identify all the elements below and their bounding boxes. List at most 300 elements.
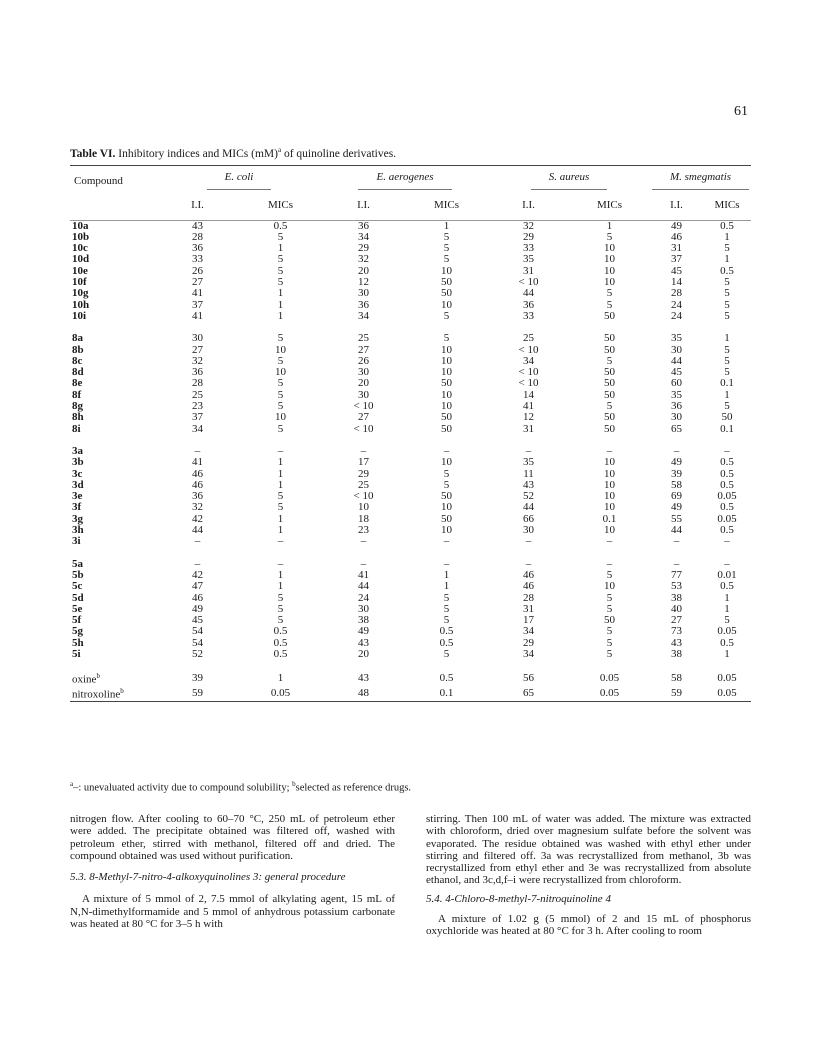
table-cell: – (277, 535, 284, 548)
table-cell: 69 (671, 490, 683, 503)
table-row (70, 446, 751, 457)
table-cell: 0.1 (720, 422, 734, 435)
table-cell: 5 (277, 332, 284, 345)
table-cell: 44 (358, 580, 369, 593)
table-cell: 36 (523, 298, 534, 311)
table-cell: 65 (523, 687, 534, 700)
table-cell: 0.5 (273, 636, 288, 649)
table-cell: 43 (358, 672, 369, 685)
table-cell: 46 (523, 580, 534, 593)
compound-name: 8b (72, 343, 84, 356)
organism-header: M. smegmatis (650, 166, 751, 195)
table-row (70, 220, 751, 232)
table-cell: 1 (724, 253, 730, 266)
table-cell: 0.5 (720, 456, 734, 469)
table-cell: 1 (277, 672, 284, 685)
caption-text: Inhibitory indices and MICs (mM) (115, 147, 278, 160)
table-cell: 58 (671, 478, 683, 491)
table-cell: 43 (671, 636, 683, 649)
table-cell: 36 (192, 242, 203, 255)
measure-header: MICs (714, 199, 740, 212)
table-cell: – (194, 535, 201, 548)
table-cell: 41 (523, 400, 534, 413)
compound-name: 5f (72, 614, 82, 627)
table-cell: 0.5 (273, 647, 288, 660)
table-cell: 5 (724, 276, 730, 289)
paragraph: nitrogen flow. After cooling to 60–70 °C, 250 mL of petroleum ether were added. The precipitate obtained was filtered off, washed with petroleum ether, stirred with methanol, filtered off and dried. The compound obtained was used without purification. (70, 813, 395, 862)
table-cell: 53 (671, 580, 683, 593)
table-cell: < 10 (353, 400, 374, 413)
table-cell: 37 (192, 411, 203, 424)
table-cell: 1 (724, 230, 730, 243)
table-cell: 29 (523, 636, 534, 649)
table-cell: 33 (523, 242, 534, 255)
table-cell: 5 (724, 287, 730, 300)
table-cell: 5 (606, 298, 613, 311)
table-row (70, 311, 751, 322)
table-cell: 1 (277, 524, 284, 537)
table-cell: 27 (192, 276, 203, 289)
table-cell: < 10 (518, 377, 539, 390)
compound-name: 3g (72, 512, 83, 525)
table-row (70, 412, 751, 423)
table-cell: 10 (441, 343, 452, 356)
table-cell: 5 (277, 591, 284, 604)
table-cell: 50 (441, 377, 452, 390)
table-row (70, 243, 751, 254)
table-cell: 10 (604, 478, 615, 491)
table-cell: 27 (671, 614, 683, 627)
compound-name: 8a (72, 332, 83, 345)
table-cell: 1 (277, 478, 284, 491)
table-row (70, 514, 751, 525)
table-cell: 52 (192, 647, 203, 660)
table-cell: 28 (192, 377, 203, 390)
table-cell: 34 (523, 354, 534, 367)
compound-name: 10b (72, 230, 90, 243)
compound-name: nitroxoline$^b$ (72, 687, 124, 701)
table-row (70, 502, 751, 513)
table-row (70, 671, 751, 686)
table-cell: 5 (724, 614, 730, 627)
table-cell: 29 (358, 467, 369, 480)
table-cell: 52 (523, 490, 534, 503)
table-cell: 5 (443, 591, 450, 604)
measure-header: MICs (433, 199, 460, 212)
table-cell: 46 (671, 230, 683, 243)
compound-name: 10c (72, 242, 88, 255)
table-cell: 66 (523, 512, 534, 525)
table-cell: 5 (277, 501, 284, 514)
table-cell: 0.05 (717, 672, 737, 685)
table-cell: 5 (724, 298, 730, 311)
table-cell: 25 (523, 332, 534, 345)
table-row (70, 356, 751, 367)
table-cell: 46 (192, 591, 203, 604)
measure-header-row (70, 194, 751, 220)
table-cell: 34 (358, 309, 369, 322)
table-cell: – (360, 535, 367, 548)
table-cell: 30 (523, 524, 534, 537)
table-cell: 34 (523, 625, 534, 638)
table-row (70, 254, 751, 265)
table-cell: 35 (523, 253, 534, 266)
organism-header: S. aureus (488, 166, 650, 195)
table-cell: 54 (192, 625, 203, 638)
table-cell: 10 (604, 524, 615, 537)
table-cell: – (194, 557, 201, 570)
table-cell: 35 (671, 332, 683, 345)
group-spacer (70, 322, 751, 333)
table-cell: 31 (523, 264, 534, 277)
table-cell: < 10 (518, 276, 539, 289)
table-row (70, 559, 751, 570)
compound-name: 3f (72, 501, 82, 514)
table-cell: 5 (277, 354, 284, 367)
table-cell: 49 (671, 456, 683, 469)
table-row (70, 345, 751, 356)
table-cell: 77 (671, 568, 683, 581)
compound-name: 10i (72, 309, 87, 322)
table-cell: 26 (192, 264, 203, 277)
table-cell: 10 (275, 411, 286, 424)
table-cell: 5 (724, 309, 730, 322)
table-row (70, 593, 751, 604)
table-cell: 27 (192, 343, 203, 356)
table-row (70, 390, 751, 401)
section-heading: 5.4. 4-Chloro-8-methyl-7-nitroquinoline 4 (426, 892, 611, 905)
table-cell: 5 (277, 602, 284, 615)
table-cell: 54 (192, 636, 203, 649)
table-cell: 35 (523, 456, 534, 469)
table-cell: 5 (606, 636, 613, 649)
table-cell: 30 (671, 343, 683, 356)
table-row (70, 288, 751, 299)
table-label: Table VI. (70, 147, 116, 160)
table-cell: 0.5 (720, 467, 734, 480)
table-cell: 34 (523, 647, 534, 660)
compound-name: 5i (72, 647, 81, 660)
table-cell: 0.5 (720, 636, 734, 649)
table-cell: 60 (671, 377, 683, 390)
table-cell: 35 (671, 388, 683, 401)
table-cell: 10 (441, 298, 452, 311)
paragraph: A mixture of 5 mmol of 2, 7.5 mmol of alkylating agent, 15 mL of N,N-dimethylformamide and 5 mmol of anhydrous potassium carbonate was heated at 80 °C for 3–5 h with (70, 893, 395, 931)
table-cell: 50 (441, 490, 452, 503)
table-cell: 50 (721, 411, 733, 424)
table-cell: 5 (606, 602, 613, 615)
body-column-left (70, 813, 395, 930)
table-cell: – (673, 557, 680, 570)
table-cell: – (360, 444, 367, 457)
table-cell: 42 (192, 568, 203, 581)
compound-name: 8d (72, 366, 84, 379)
table-row (70, 536, 751, 547)
table-cell: 1 (724, 332, 730, 345)
table-cell: 34 (358, 230, 369, 243)
table-row (70, 686, 751, 701)
table-cell: 5 (724, 242, 730, 255)
table-cell: 5 (443, 332, 450, 345)
table-cell: 36 (671, 400, 683, 413)
table-cell: 50 (604, 411, 615, 424)
table-row (70, 469, 751, 480)
compound-name: 5b (72, 568, 84, 581)
table-cell: 12 (523, 411, 534, 424)
table-cell: 49 (358, 625, 369, 638)
table-cell: 14 (671, 276, 683, 289)
footnote-marker-b: b (292, 780, 296, 788)
compound-name: 10e (72, 264, 88, 277)
caption-footnote-marker: a (277, 146, 282, 154)
table-cell: 0.5 (720, 264, 734, 277)
table-cell: 10 (275, 343, 286, 356)
measure-header: I.I. (357, 199, 370, 212)
body-column-right (426, 813, 751, 938)
table-cell: 41 (358, 568, 369, 581)
table-cell: < 10 (353, 490, 374, 503)
table-cell: 25 (358, 332, 369, 345)
table-cell: – (525, 557, 532, 570)
compound-name: 10a (72, 219, 89, 232)
table-cell: 55 (671, 512, 683, 525)
table-cell: 56 (523, 672, 534, 685)
table-cell: < 10 (518, 343, 539, 356)
caption-text-end: of quinoline derivatives. (281, 147, 397, 160)
table-cell: 42 (192, 512, 203, 525)
table-cell: 23 (192, 400, 203, 413)
table-cell: – (724, 444, 730, 457)
measure-header: I.I. (191, 199, 204, 212)
table-cell: 44 (671, 524, 683, 537)
table-cell: 5 (443, 614, 450, 627)
table-cell: 28 (192, 230, 203, 243)
table-cell: 28 (671, 287, 683, 300)
table-cell: 23 (358, 524, 369, 537)
footnote-marker-a: a (70, 780, 74, 788)
table-cell: 5 (277, 490, 284, 503)
table-cell: 0.05 (717, 687, 737, 700)
table-cell: 0.5 (439, 625, 454, 638)
table-cell: 30 (358, 602, 369, 615)
table-cell: 5 (724, 354, 730, 367)
table-cell: 31 (523, 422, 534, 435)
table-cell: 0.5 (720, 580, 734, 593)
table-cell: 12 (358, 276, 369, 289)
table-cell: 1 (443, 219, 450, 232)
compound-name: 10g (72, 287, 89, 300)
table-cell: 0.05 (599, 687, 620, 700)
table-cell: 59 (192, 687, 203, 700)
table-cell: 0.05 (717, 512, 737, 525)
table-cell: 41 (192, 309, 203, 322)
compound-name: 8g (72, 400, 83, 413)
table-cell: 29 (358, 242, 369, 255)
table-cell: 29 (523, 230, 534, 243)
table-cell: 1 (277, 580, 284, 593)
table-cell: 50 (604, 309, 615, 322)
compound-name: 5c (72, 580, 83, 593)
compound-name: 10h (72, 298, 90, 311)
table-cell: 5 (606, 354, 613, 367)
table-cell: 17 (358, 456, 369, 469)
table-cell: 10 (441, 524, 452, 537)
table-cell: 10 (604, 580, 615, 593)
table-cell: 1 (724, 591, 730, 604)
table-cell: 33 (523, 309, 534, 322)
table-cell: 43 (358, 636, 369, 649)
paragraph: stirring. Then 100 mL of water was added. The mixture was extracted with chloroform, dried over magnesium sulfate before the solvent was evaporated. The residue obtained was washed with ethyl ether under stirring and filtered off. 3a was recrystallized from methanol, 3b was recrystallized from ethyl ether and 3e was recrystallized from absolute ethanol, and 3c,d,f–i were recrystallized from chloroform. (426, 813, 751, 887)
table-cell: 43 (523, 478, 534, 491)
table-cell: 0.05 (717, 625, 737, 638)
table-cell: 5 (443, 647, 450, 660)
table-row (70, 232, 751, 243)
table-cell: 5 (724, 366, 730, 379)
table-cell: 10 (604, 253, 615, 266)
table-cell: 50 (604, 366, 615, 379)
table-cell: 25 (192, 388, 203, 401)
table-cell: 10 (604, 456, 615, 469)
table-row (70, 491, 751, 502)
table-cell: 59 (671, 687, 683, 700)
table-cell: 1 (277, 287, 284, 300)
compound-name: 5a (72, 557, 83, 570)
table-cell: 25 (358, 478, 369, 491)
table-cell: 10 (604, 490, 615, 503)
table-cell: 10 (604, 276, 615, 289)
table-cell: 5 (277, 400, 284, 413)
table-cell: 10 (358, 501, 369, 514)
table-cell: 46 (192, 467, 203, 480)
table-cell: 1 (277, 568, 284, 581)
table-cell: 50 (604, 343, 615, 356)
measure-header: MICs (267, 199, 294, 212)
table-row (70, 300, 751, 311)
table-cell: 1 (724, 602, 730, 615)
table-cell: 5 (606, 647, 613, 660)
table-cell: 10 (441, 388, 452, 401)
table-cell: 28 (523, 591, 534, 604)
table-cell: – (277, 444, 284, 457)
table-cell: 31 (523, 602, 534, 615)
table-cell: 5 (606, 287, 613, 300)
table-cell: 50 (441, 287, 452, 300)
table-cell: 10 (441, 264, 452, 277)
table-cell: 0.5 (720, 478, 734, 491)
table-cell: 47 (192, 580, 203, 593)
table-cell: 10 (604, 264, 615, 277)
table-cell: 5 (724, 400, 730, 413)
table-row (70, 649, 751, 660)
table-cell: 5 (277, 253, 284, 266)
table-cell: 46 (192, 478, 203, 491)
measure-header: I.I. (670, 199, 683, 212)
table-cell: 32 (523, 219, 534, 232)
compound-name: 8h (72, 411, 84, 424)
measure-header: I.I. (522, 199, 535, 212)
table-cell: 0.1 (602, 512, 617, 525)
table-cell: 10 (441, 400, 452, 413)
table-cell: 0.05 (599, 672, 620, 685)
table-cell: 5 (443, 309, 450, 322)
table-cell: – (673, 535, 680, 548)
table-cell: 5 (277, 377, 284, 390)
table-cell: 36 (192, 366, 203, 379)
table-cell: 0.5 (720, 219, 734, 232)
table-row (70, 604, 751, 615)
table-cell: 0.1 (439, 687, 454, 700)
compound-name: 8f (72, 388, 82, 401)
table-cell: 1 (724, 647, 730, 660)
table-cell: 0.5 (720, 501, 734, 514)
table-cell: 10 (441, 366, 452, 379)
table-cell: 0.1 (720, 377, 734, 390)
table-row (70, 457, 751, 468)
table-row (70, 525, 751, 536)
table-cell: 37 (671, 253, 683, 266)
compound-name: 3b (72, 456, 84, 469)
table-cell: – (194, 444, 201, 457)
table-row (70, 581, 751, 592)
table-cell: 5 (277, 422, 284, 435)
table-cell: 5 (443, 230, 450, 243)
paragraph: A mixture of 1.02 g (5 mmol) of 2 and 15 mL of phosphorus oxychloride was heated at 80 °C for 3 h. After cooling to room (426, 913, 751, 938)
table-cell: 18 (358, 512, 369, 525)
footnote-text-b: selected as reference drugs. (295, 782, 412, 794)
table-row (70, 424, 751, 435)
table-cell: 65 (671, 422, 683, 435)
table-cell: 45 (671, 264, 683, 277)
table-row (70, 277, 751, 288)
page-number: 61 (734, 104, 748, 119)
compound-name: 8c (72, 354, 83, 367)
table-cell: 49 (192, 602, 203, 615)
table-cell: 0.5 (439, 636, 454, 649)
table-cell: – (443, 444, 450, 457)
table-cell: 0.5 (720, 524, 734, 537)
table-cell: 38 (671, 647, 683, 660)
table-cell: – (724, 535, 730, 548)
table-cell: 50 (441, 422, 452, 435)
table-cell: 41 (192, 456, 203, 469)
table-cell: 14 (523, 388, 534, 401)
table-cell: 30 (671, 411, 683, 424)
table-body (70, 220, 751, 702)
table-cell: 5 (606, 568, 613, 581)
table-cell: 50 (441, 276, 452, 289)
table-caption (70, 146, 396, 160)
compound-name: 8e (72, 377, 83, 390)
table-cell: 10 (441, 354, 452, 367)
compound-name: 3e (72, 490, 83, 503)
table-cell: 5 (443, 602, 450, 615)
table-cell: 46 (523, 568, 534, 581)
table-cell: 5 (606, 400, 613, 413)
table-row (70, 570, 751, 581)
organism-header-row (70, 166, 751, 195)
table-cell: 39 (671, 467, 683, 480)
table-cell: 5 (277, 264, 284, 277)
table-cell: 50 (604, 388, 615, 401)
footnote-text-a: –: unevaluated activity due to compound solubility; (73, 782, 293, 794)
table-cell: 32 (192, 354, 203, 367)
table-cell: 36 (358, 219, 369, 232)
table-cell: 1 (277, 512, 284, 525)
table-cell: 24 (358, 591, 369, 604)
table-cell: 0.5 (439, 672, 454, 685)
table-cell: 1 (277, 467, 284, 480)
table-cell: < 10 (518, 366, 539, 379)
